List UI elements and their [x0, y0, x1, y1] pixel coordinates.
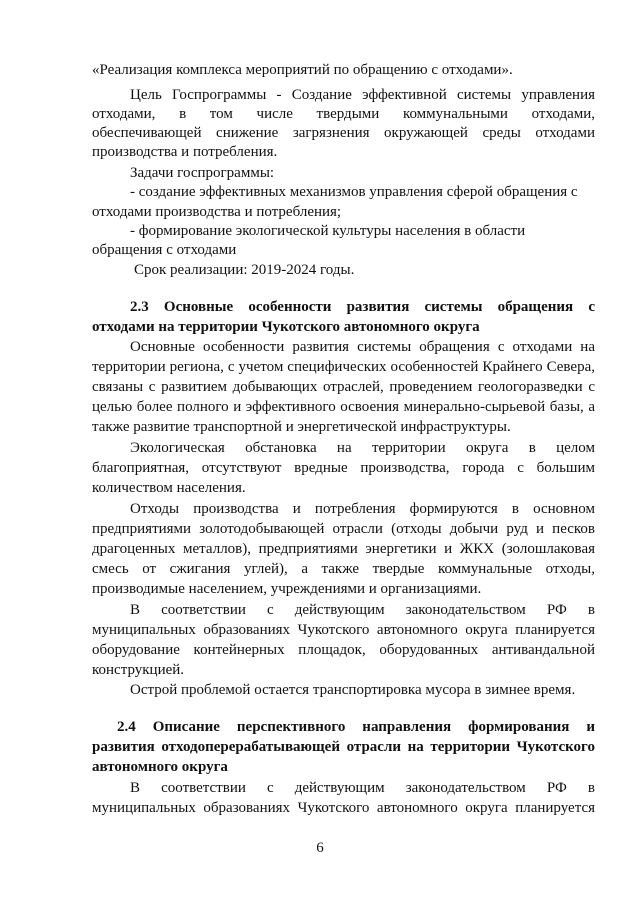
goal-line: отходами, в том числе твердыми коммунальными отходами, — [92, 106, 595, 122]
paragraph-line: Основные особенности развития системы обращения с отходами на — [130, 339, 595, 355]
paragraph-line: конструкцией. — [92, 662, 185, 678]
tasks-heading: Задачи госпрограммы: — [130, 165, 275, 181]
task-line: обращения с отходами — [92, 242, 237, 258]
goal-line: производства и потребления. — [92, 144, 278, 160]
paragraph-line: смесь от сжигания углей), а также твердые коммунальные отходы, — [92, 561, 595, 577]
paragraph-line: Острой проблемой остается транспортировка мусора в зимнее время. — [130, 682, 576, 698]
goal-line: Цель Госпрограммы - Создание эффективной системы управления — [130, 87, 595, 103]
implementation-period: Срок реализации: 2019-2024 годы. — [134, 262, 355, 278]
paragraph-line: количеством населения. — [92, 480, 246, 496]
goal-line: обеспечивающей снижение загрязнения окружающей среды отходами — [92, 125, 595, 141]
section-2-3-heading: отходами на территории Чукотского автономного округа — [92, 319, 480, 335]
paragraph-line: В соответствии с действующим законодательством РФ в — [130, 780, 595, 796]
paragraph-line: благоприятная, отсутствуют вредные производства, города с большим — [92, 460, 595, 476]
section-2-4-heading: 2.4 Описание перспективного направления формирования и — [117, 719, 595, 735]
paragraph-line: Отходы производства и потребления формируются в основном — [130, 501, 595, 517]
paragraph-line: территории региона, с учетом специфических особенностей Крайнего Севера, — [92, 359, 595, 375]
paragraph-line: также развитие транспортной и энергетической инфраструктуры. — [92, 419, 511, 435]
section-2-4-heading: развития отходоперерабатывающей отрасли на территории Чукотского — [92, 739, 595, 755]
paragraph-line: муниципальных образованиях Чукотского автономного округа планируется — [92, 800, 595, 816]
paragraph-line: целью более полного и эффективного освоения минерально-сырьевой базы, а — [92, 399, 595, 415]
program-name-line: «Реализация комплекса мероприятий по обращению с отходами». — [92, 62, 513, 78]
paragraph-line: Экологическая обстановка на территории округа в целом — [130, 440, 595, 456]
paragraph-line: муниципальных образованиях Чукотского автономного округа планируется — [92, 622, 595, 638]
paragraph-line: оборудование контейнерных площадок, оборудованных антивандальной — [92, 642, 595, 658]
paragraph-line: связаны с развитием добывающих отраслей, проведением геологоразведки с — [92, 379, 595, 395]
paragraph-line: предприятиями золотодобывающей отрасли (отходы добычи руд и песков — [92, 521, 595, 537]
paragraph-line: В соответствии с действующим законодательством РФ в — [130, 602, 595, 618]
page-number: 6 — [316, 840, 324, 856]
paragraph-line: драгоценных металлов), предприятиями энергетики и ЖКХ (золошлаковая — [92, 541, 595, 557]
task-line: - формирование экологической культуры населения в области — [130, 223, 526, 239]
task-line: - создание эффективных механизмов управления сферой обращения с — [130, 184, 578, 200]
task-line: отходами производства и потребления; — [92, 204, 342, 220]
section-2-4-heading: автономного округа — [92, 759, 228, 775]
section-2-3-heading: 2.3 Основные особенности развития системы обращения с — [130, 299, 595, 315]
paragraph-line: производимые населением, учреждениями и организациями. — [92, 581, 482, 597]
